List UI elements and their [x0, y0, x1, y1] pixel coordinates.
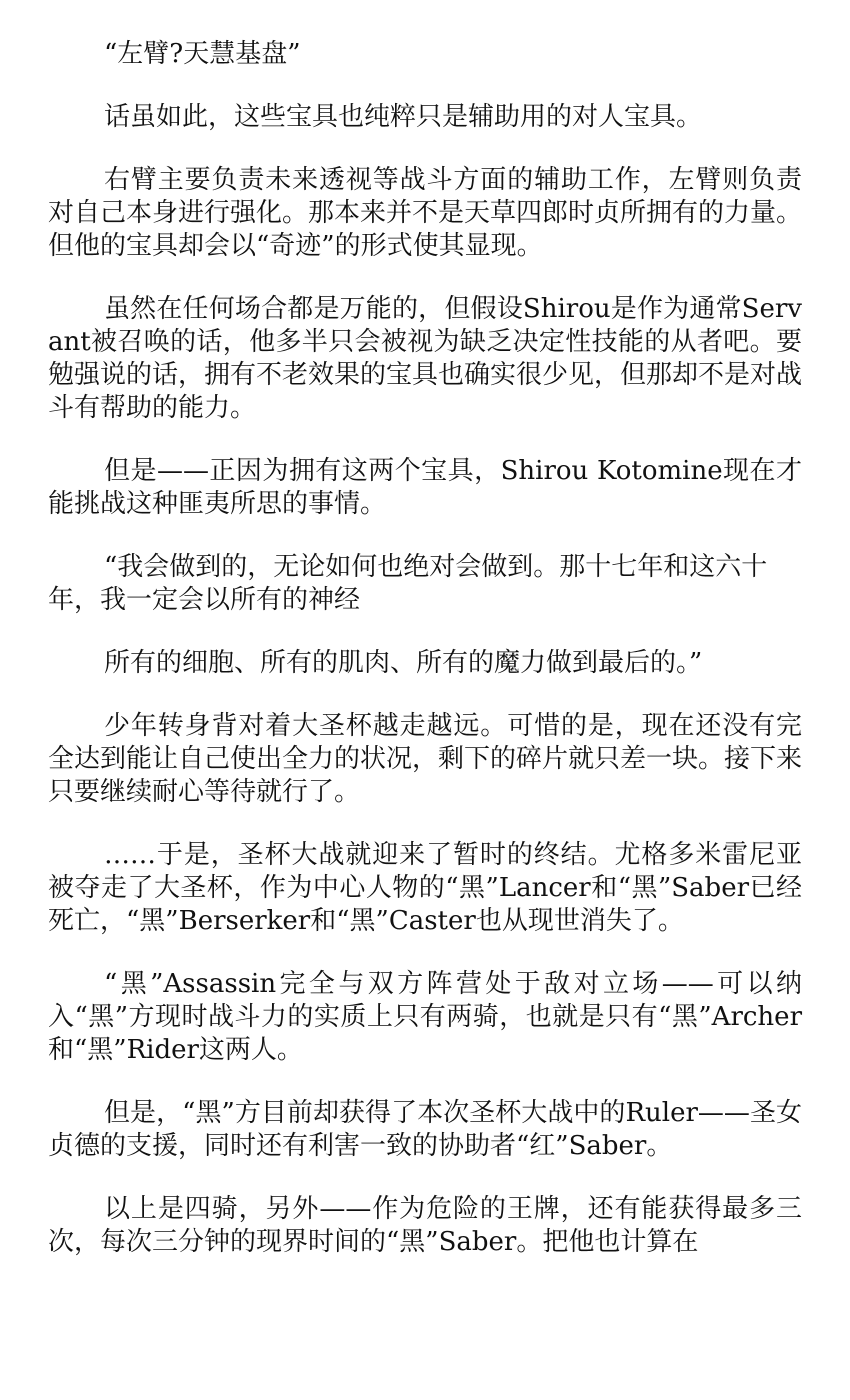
paragraph: 所有的细胞、所有的肌肉、所有的魔力做到最后的。” [104, 648, 703, 678]
paragraph: “我会做到的，无论如何也绝对会做到。那十七年和这六十年，我一定会以所有的神经 [48, 552, 768, 615]
paragraph: 虽然在任何场合都是万能的，但假设Shirou是作为通常Servant被召唤的话，他多半只会被视为缺乏决定性技能的从者吧。要勉强说的话，拥有不老效果的宝具也确实很少见，但那却不是对战斗有帮助的能力。 [48, 294, 803, 423]
paragraph: 话虽如此，这些宝具也纯粹只是辅助用的对人宝具。 [104, 102, 703, 132]
paragraph: “黑”Assassin完全与双方阵营处于敌对立场——可以纳入“黑”方现时战斗力的实质上只有两骑，也就是只有“黑”Archer和“黑”Rider这两人。 [48, 969, 802, 1065]
paragraph: “左臂?天慧基盘” [104, 39, 301, 69]
paragraph: 但是——正因为拥有这两个宝具，Shirou Kotomine现在才能挑战这种匪夷所思的事情。 [48, 456, 802, 519]
paragraph: 右臂主要负责未来透视等战斗方面的辅助工作，左臂则负责对自己本身进行强化。那本来并不是天草四郎时贞所拥有的力量。但他的宝具却会以“奇迹”的形式使其显现。 [48, 165, 803, 261]
paragraph: 以上是四骑，另外——作为危险的王牌，还有能获得最多三次，每次三分钟的现界时间的“黑”Saber。把他也计算在 [48, 1194, 802, 1257]
paragraph: ……于是，圣杯大战就迎来了暂时的终结。尤格多米雷尼亚被夺走了大圣杯，作为中心人物的“黑”Lancer和“黑”Saber已经死亡，“黑”Berserker和“黑”Caster也从现世消失了。 [48, 840, 802, 936]
document-page [48, 38, 802, 1289]
paragraph: 但是，“黑”方目前却获得了本次圣杯大战中的Ruler——圣女贞德的支援，同时还有利害一致的协助者“红”Saber。 [48, 1098, 802, 1161]
paragraph: 少年转身背对着大圣杯越走越远。可惜的是，现在还没有完全达到能让自己使出全力的状况，剩下的碎片就只差一块。接下来只要继续耐心等待就行了。 [48, 711, 803, 807]
